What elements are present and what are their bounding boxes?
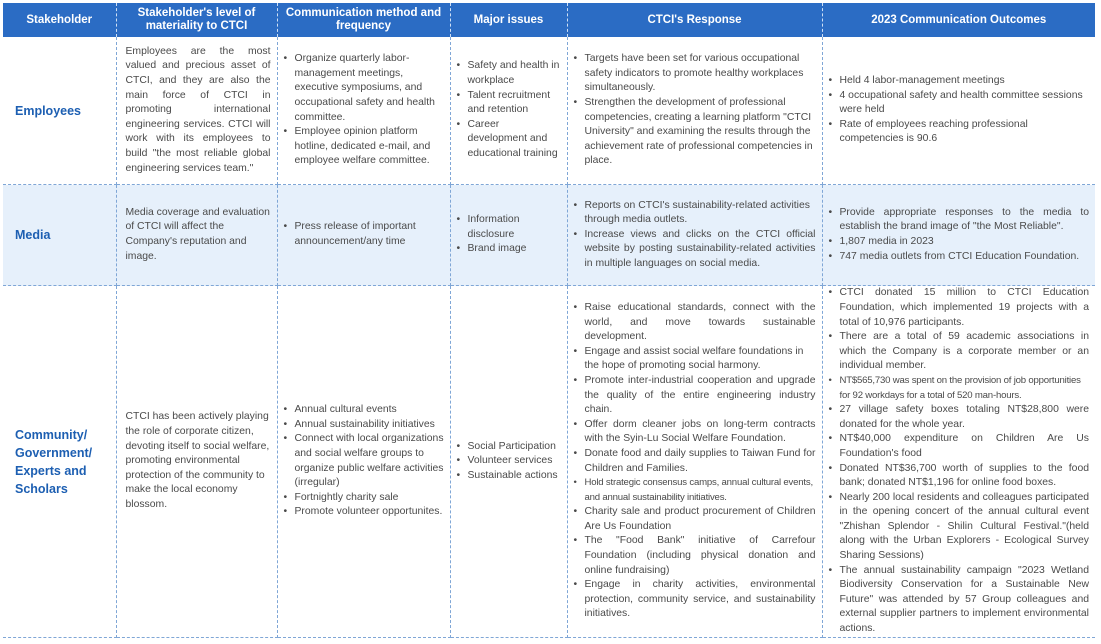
response-cell <box>567 37 822 185</box>
response-list <box>574 52 816 169</box>
issues-cell <box>450 37 567 185</box>
methods-cell <box>277 185 450 286</box>
list-item: • Career development and educational training <box>457 118 561 162</box>
list-item: • Press release of important announcement/any time <box>284 220 444 249</box>
stakeholder-cell: Community/ Government/ Experts and Scholars <box>3 286 116 638</box>
materiality-cell: Media coverage and evaluation of CTCI will affect the Company's reputation and image. <box>116 185 277 286</box>
header-row <box>3 3 1095 37</box>
list-item: • Connect with local organizations and social welfare groups to organize public welfare activities (irregular) <box>284 432 444 490</box>
table-row-community <box>3 286 1095 638</box>
response-cell <box>567 185 822 286</box>
outcomes-list <box>829 74 1090 147</box>
response-list <box>574 199 816 272</box>
list-item: • Information disclosure <box>457 213 561 242</box>
header-stakeholder: Stakeholder <box>3 3 116 37</box>
methods-list <box>284 220 444 249</box>
list-item: • NT$565,730 was spent on the provision of job opportunities for 92 workdays for a total of 520 man-hours. <box>829 374 1090 403</box>
stakeholder-cell: Employees <box>3 37 116 185</box>
stakeholder-cell: Media <box>3 185 116 286</box>
list-item: • 747 media outlets from CTCI Education Foundation. <box>829 250 1090 265</box>
list-item: • 1,807 media in 2023 <box>829 235 1090 250</box>
list-item: • Rate of employees reaching professional competencies is 90.6 <box>829 118 1090 147</box>
methods-list <box>284 52 444 169</box>
stakeholder-communication-table <box>3 3 1095 638</box>
list-item: • Safety and health in workplace <box>457 59 561 88</box>
outcomes-cell <box>822 185 1095 286</box>
list-item: • Engage and assist social welfare foundations in the hope of promoting social harmony. <box>574 345 816 374</box>
outcomes-list <box>829 286 1090 636</box>
list-item: • Provide appropriate responses to the media to establish the brand image of "the Most Reliable". <box>829 206 1090 235</box>
issues-cell <box>450 185 567 286</box>
list-item: • CTCI donated 15 million to CTCI Education Foundation, which implemented 19 projects with a total of 10,976 participants. <box>829 286 1090 330</box>
list-item: • Engage in charity activities, environmental protection, community service, and sustainability initiatives. <box>574 578 816 622</box>
materiality-cell: Employees are the most valued and precious asset of CTCI, and they are also the main force of CTCI in promoting international engineering services. CTCI will work with its employees to build "the most reliable global engineering services team." <box>116 37 277 185</box>
list-item: • Nearly 200 local residents and colleagues participated in the opening concert of the annual cultural event "Zhishan Splendor - Shilin Cultural Festival."(held along with the Urban Explorers - Ecological Survey Sharing Sessions) <box>829 491 1090 564</box>
header-ctci-response: CTCI's Response <box>567 3 822 37</box>
list-item: • The "Food Bank" initiative of Carrefour Foundation (including physical donation and online fundraising) <box>574 534 816 578</box>
list-item: • Reports on CTCI's sustainability-related activities through media outlets. <box>574 199 816 228</box>
list-item: • Targets have been set for various occupational safety indicators to promote healthy workplaces simultaneously. <box>574 52 816 96</box>
header-materiality: Stakeholder's level of materiality to CTCI <box>116 3 277 37</box>
outcomes-cell <box>822 37 1095 185</box>
outcomes-cell <box>822 286 1095 638</box>
list-item: • Employee opinion platform hotline, dedicated e-mail, and employee welfare committee. <box>284 125 444 169</box>
list-item: • Raise educational standards, connect with the world, and move towards sustainable development. <box>574 301 816 345</box>
issues-cell <box>450 286 567 638</box>
header-2023-outcomes: 2023 Communication Outcomes <box>822 3 1095 37</box>
list-item: • Donate food and daily supplies to Taiwan Fund for Children and Families. <box>574 447 816 476</box>
list-item: • Talent recruitment and retention <box>457 89 561 118</box>
list-item: • NT$40,000 expenditure on Children Are Us Foundation's food <box>829 432 1090 461</box>
table-row-employees <box>3 37 1095 185</box>
list-item: • Sustainable actions <box>457 469 561 484</box>
list-item: • There are a total of 59 academic associations in which the Company is a corporate member or an individual member. <box>829 330 1090 374</box>
table-row-media <box>3 185 1095 286</box>
methods-cell <box>277 37 450 185</box>
list-item: • 4 occupational safety and health committee sessions were held <box>829 89 1090 118</box>
list-item: • Charity sale and product procurement of Children Are Us Foundation <box>574 505 816 534</box>
list-item: • The annual sustainability campaign "2023 Wetland Biodiversity Conservation for a Sustainable New Future" was attended by 57 Group colleagues and external supplier partners to implement environmental actions. <box>829 564 1090 637</box>
list-item: • Increase views and clicks on the CTCI official website by posting sustainability-related activities in multiple languages on social media. <box>574 228 816 272</box>
response-list <box>574 301 816 622</box>
list-item: • 27 village safety boxes totaling NT$28,800 were donated for the whole year. <box>829 403 1090 432</box>
list-item: • Promote volunteer opportunites. <box>284 505 444 520</box>
issues-list <box>457 59 561 161</box>
issues-list <box>457 213 561 257</box>
list-item: • Held 4 labor-management meetings <box>829 74 1090 89</box>
header-communication-method: Communication method and frequency <box>277 3 450 37</box>
methods-list <box>284 403 444 520</box>
list-item: • Offer dorm cleaner jobs on long-term contracts with the Syin-Lu Social Welfare Foundation. <box>574 418 816 447</box>
materiality-cell: CTCI has been actively playing the role of corporate citizen, devoting itself to social welfare, promoting environmental protection of the community to make the local economy blossom. <box>116 286 277 638</box>
list-item: • Volunteer services <box>457 454 561 469</box>
list-item: • Promote inter-industrial cooperation and upgrade the quality of the entire engineering industry chain. <box>574 374 816 418</box>
list-item: • Fortnightly charity sale <box>284 491 444 506</box>
list-item: • Strengthen the development of professional competencies, creating a learning platform "CTCI University" and examining the results through the achievement rate of professional competencies in place. <box>574 96 816 169</box>
outcomes-list <box>829 206 1090 264</box>
list-item: • Annual sustainability initiatives <box>284 418 444 433</box>
list-item: • Donated NT$36,700 worth of supplies to the food bank; donated NT$1,196 for online food boxes. <box>829 462 1090 491</box>
list-item: • Hold strategic consensus camps, annual cultural events, and annual sustainability initiatives. <box>574 476 816 505</box>
list-item: • Annual cultural events <box>284 403 444 418</box>
issues-list <box>457 440 561 484</box>
stakeholder-communication-table-container <box>3 3 1095 640</box>
list-item: • Organize quarterly labor-management meetings, executive symposiums, and occupational safety and health committee. <box>284 52 444 125</box>
header-major-issues: Major issues <box>450 3 567 37</box>
list-item: • Social Participation <box>457 440 561 455</box>
response-cell <box>567 286 822 638</box>
methods-cell <box>277 286 450 638</box>
list-item: • Brand image <box>457 242 561 257</box>
